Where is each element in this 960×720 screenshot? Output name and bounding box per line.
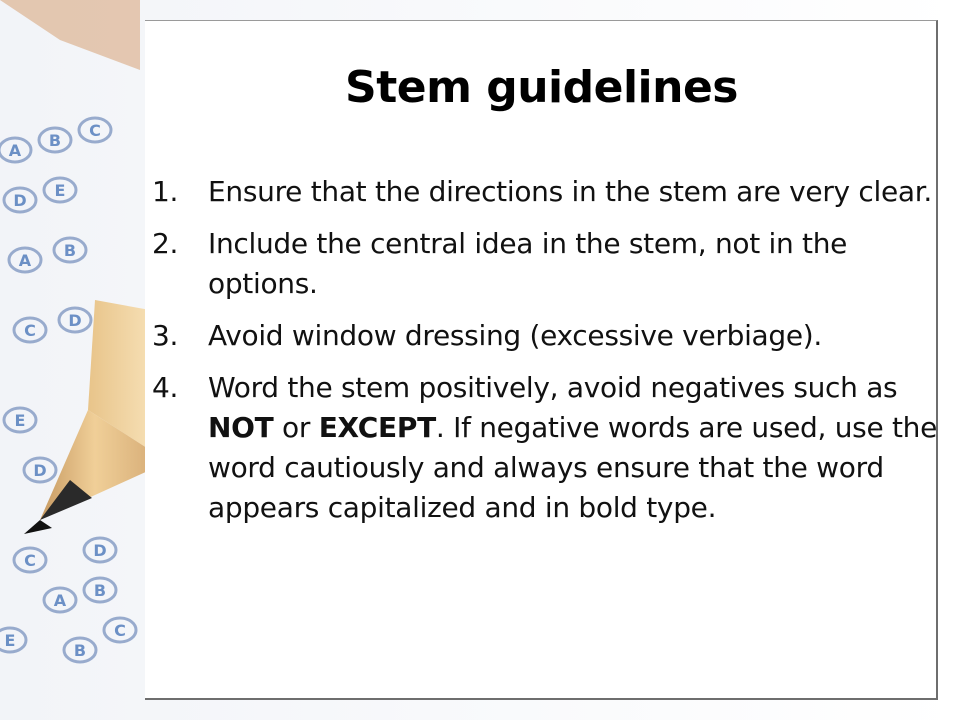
bold-keyword-except: EXCEPT xyxy=(318,411,436,444)
bold-keyword-not: NOT xyxy=(208,411,274,444)
item-text-part: . If negative words are used, use the word cautiously and always ensure that the word appears capitalized and in bold type. xyxy=(208,411,938,524)
list-item xyxy=(152,316,942,356)
bubble-letter: C xyxy=(89,121,101,140)
bubble-letter: E xyxy=(54,181,66,200)
item-text-part: Word the stem positively, avoid negatives such as xyxy=(208,371,898,404)
bubble-letter: B xyxy=(48,131,62,150)
bubble-letter: B xyxy=(73,641,87,660)
slide-title: Stem guidelines xyxy=(345,62,738,113)
bubble-letter: D xyxy=(68,311,82,330)
item-text: Include the central idea in the stem, not in the options. xyxy=(208,227,848,300)
bubble-letter: C xyxy=(24,551,36,570)
bubble-letter: D xyxy=(13,191,27,210)
list-item xyxy=(152,368,942,528)
bubble-letter: E xyxy=(14,411,26,430)
bubble-letter: C xyxy=(24,321,36,340)
bubble-letter: D xyxy=(93,541,107,560)
bubble-letter: C xyxy=(114,621,126,640)
guidelines-list xyxy=(152,172,942,540)
bubble-letter: A xyxy=(18,251,32,270)
item-number: 2. xyxy=(152,227,179,260)
item-number: 3. xyxy=(152,319,179,352)
bubble-letter: B xyxy=(63,241,77,260)
item-number: 1. xyxy=(152,175,179,208)
list-item xyxy=(152,172,942,212)
item-text: Ensure that the directions in the stem are very clear. xyxy=(208,175,933,208)
item-text: Avoid window dressing (excessive verbiage). xyxy=(208,319,823,352)
bubble-letter: E xyxy=(4,631,16,650)
list-item xyxy=(152,224,942,304)
item-number: 4. xyxy=(152,371,179,404)
bubble-letter: B xyxy=(93,581,107,600)
bubble-letter: D xyxy=(33,461,47,480)
bubble-letter: A xyxy=(53,591,67,610)
item-text-part: or xyxy=(273,411,319,444)
bubble-letter: A xyxy=(8,141,22,160)
